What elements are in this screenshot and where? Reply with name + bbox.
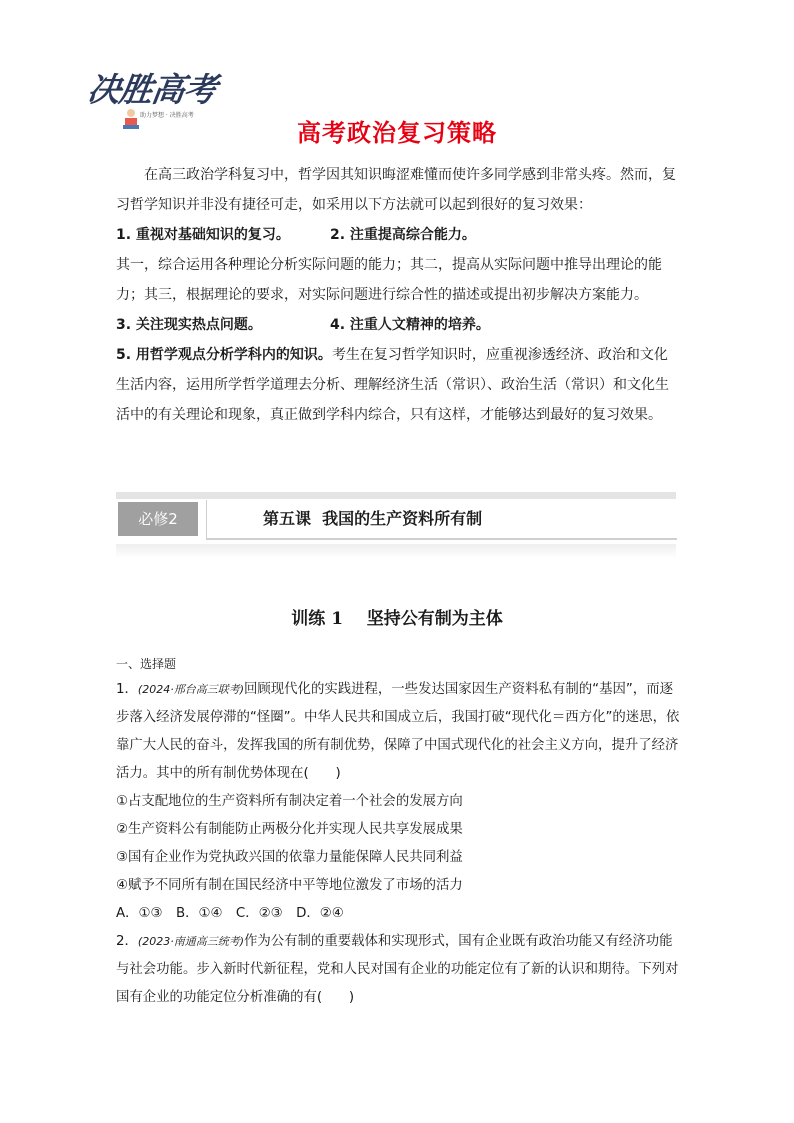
point-5	[116, 340, 676, 430]
question-1-option: ②生产资料公有制能防止两极分化并实现人民共享发展成果	[116, 822, 463, 837]
question-1-number: 1．	[116, 682, 138, 697]
question-2	[116, 928, 680, 1012]
point-3: 3. 关注现实热点问题。	[116, 317, 262, 333]
banner-box	[206, 500, 677, 540]
question-1-stem: 回顾现代化的实践进程，一些发达国家因生产资料私有制的“基因”，而逐步落入经济发展停滞的“怪圈”。中华人民共和国成立后，我国打破“现代化＝西方化”的迷思，依靠广大人民的奋斗，发挥我国的所有制优势，保障了中国式现代化的社会主义方向，提升了经济活力。其中的所有制优势体现在( )	[116, 682, 680, 781]
training-title: 训练 1 坚持公有制为主体	[291, 609, 503, 629]
banner-tag: 必修2	[118, 502, 198, 536]
question-2-source: (2023·南通高三统考)	[137, 935, 244, 948]
question-1-source: (2024·邢台高三联考)	[137, 683, 244, 696]
chapter-banner	[116, 492, 676, 558]
banner-top-bar	[116, 492, 676, 499]
question-1	[116, 676, 680, 788]
point-2-detail: 其一，综合运用各种理论分析实际问题的能力；其二，提高从实际问题中推导出理论的能力；其三，根据理论的要求，对实际问题进行综合性的描述或提出初步解决方案能力。	[116, 257, 662, 303]
points-row-2	[116, 310, 676, 340]
point-5-text: 考生在复习哲学知识时，应重视渗透经济、政治和文化生活内容，运用所学哲学道理去分析、理解经济生活（常识）、政治生活（常识）和文化生活中的有关理论和现象，真正做到学科内综合，只有这样，才能够达到最好的复习效果。	[116, 347, 669, 423]
point-2: 2. 注重提高综合能力。	[330, 227, 476, 243]
questions-section	[116, 654, 680, 1012]
point-5-heading: 5. 用哲学观点分析学科内的知识。	[116, 347, 332, 363]
banner-bottom-bar	[116, 544, 676, 558]
intro-paragraph: 在高三政治学科复习中，哲学因其知识晦涩难懂而使许多同学感到非常头疼。然而，复习哲学知识并非没有捷径可走，如采用以下方法就可以起到很好的复习效果：	[116, 167, 676, 213]
question-1-option: ③国有企业作为党执政兴国的依靠力量能保障人民共同利益	[116, 850, 463, 865]
point-1: 1. 重视对基础知识的复习。	[116, 227, 290, 243]
question-2-stem: 作为公有制的重要载体和实现形式，国有企业既有政治功能又有经济功能与社会功能。步入新时代新征程，党和人民对国有企业的功能定位有了新的认识和期待。下列对国有企业的功能定位分析准确的有( )	[116, 934, 679, 1005]
points-row-1	[116, 220, 676, 250]
point-4: 4. 注重人文精神的培养。	[330, 317, 490, 333]
chapter-title: 第五课 我国的生产资料所有制	[263, 509, 483, 528]
logo-tagline: 助力梦想 · 决胜高考	[140, 112, 194, 119]
question-1-option: ①占支配地位的生产资料所有制决定着一个社会的发展方向	[116, 794, 463, 809]
question-1-answers: A．①③ B．①④ C．②③ D．②④	[116, 906, 344, 921]
strategy-section	[116, 160, 676, 430]
section-heading: 一、选择题	[116, 657, 177, 671]
page-title: 高考政治复习策略	[297, 119, 497, 147]
logo-text: 决胜高考	[84, 70, 219, 109]
question-2-number: 2．	[116, 934, 138, 949]
question-1-option: ④赋予不同所有制在国民经济中平等地位激发了市场的活力	[116, 878, 463, 893]
